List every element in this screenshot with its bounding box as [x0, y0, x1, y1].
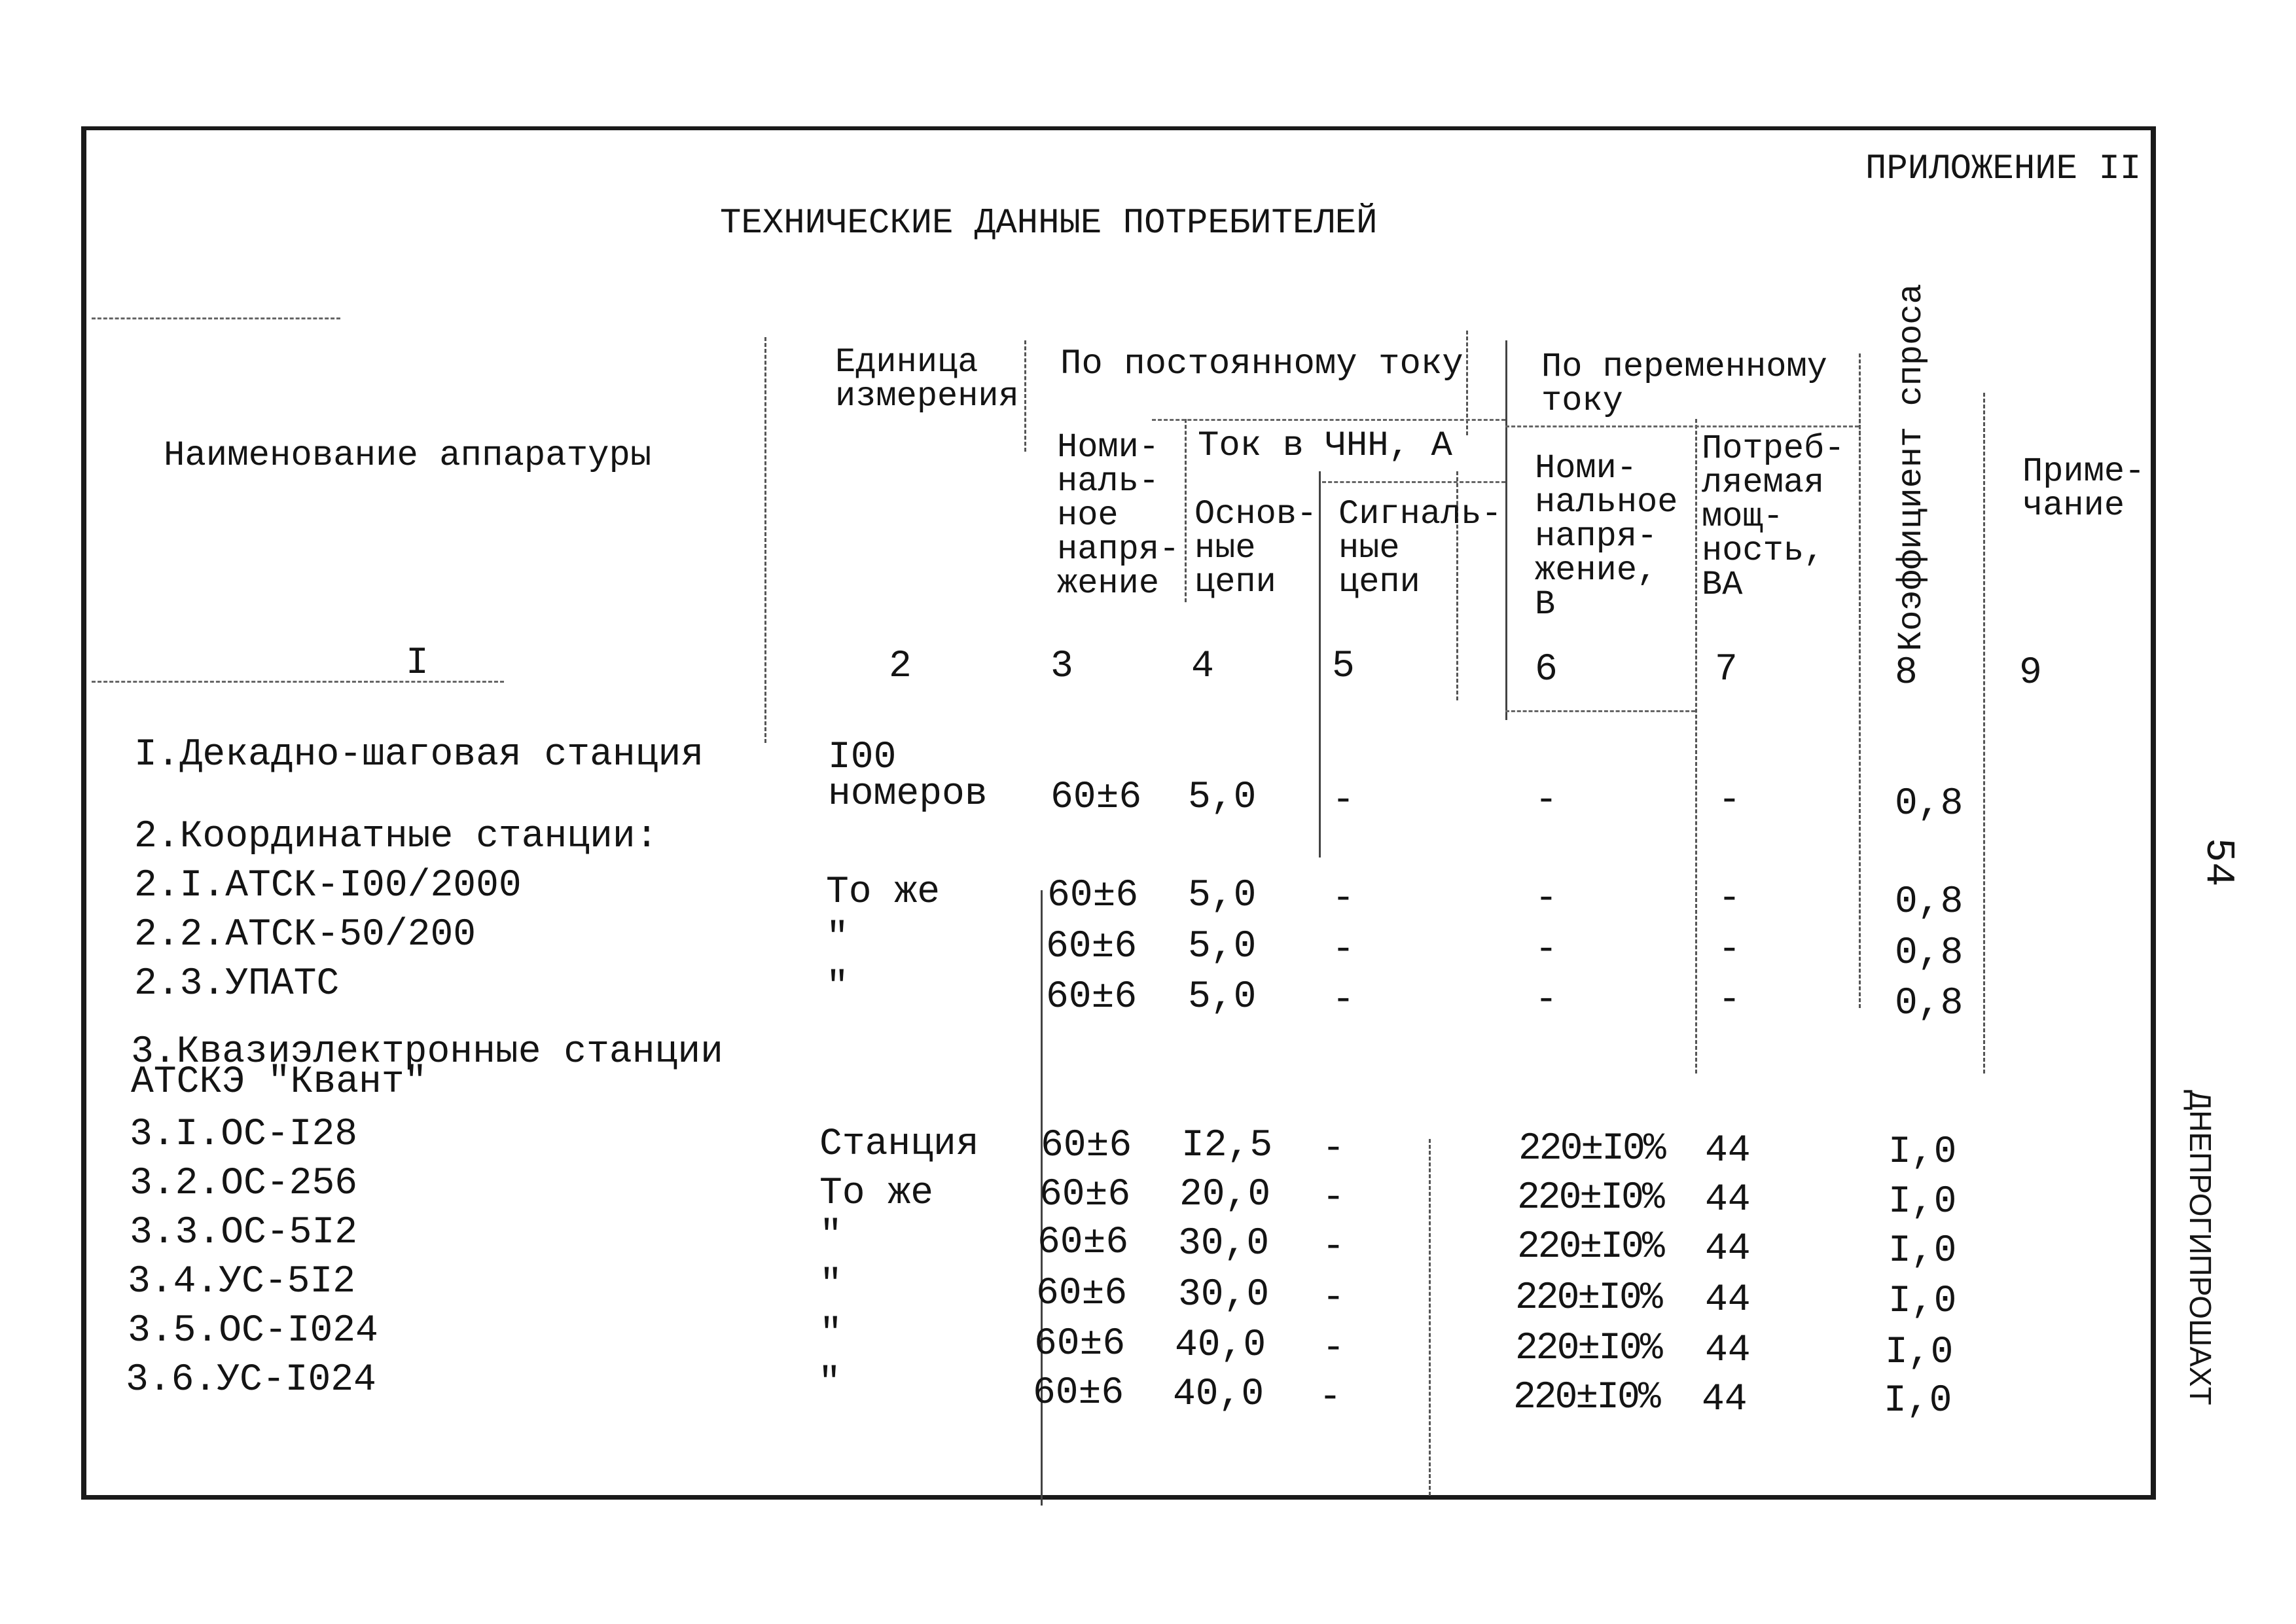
organization-label: ДНЕПРОГИПРОШАХТ — [2183, 1090, 2217, 1405]
row-7-unit: Станция — [819, 1123, 979, 1166]
row-5-name: 2.3.УПАТС — [134, 963, 340, 1005]
row-5-main-current: 5,0 — [1188, 976, 1257, 1019]
header-dc-nominal: Номи- наль- ное напря- жение — [1057, 428, 1180, 603]
column-number-6: 6 — [1535, 649, 1558, 691]
row-7-power: 44 — [1705, 1130, 1751, 1172]
column-number-8: 8 — [1895, 652, 1918, 695]
row-2-name: 2.Координатные станции: — [134, 816, 658, 858]
header-dc-group: По постоянному току — [1060, 344, 1463, 384]
row-4-main-current: 5,0 — [1188, 926, 1257, 968]
row-7-dc-voltage: 60±6 — [1041, 1125, 1132, 1167]
row-9-power: 44 — [1705, 1228, 1751, 1271]
row-9-main-current: 30,0 — [1178, 1223, 1270, 1265]
row-4-coef: 0,8 — [1895, 932, 1964, 975]
row-8-signal-current: - — [1322, 1177, 1345, 1219]
row-3-main-current: 5,0 — [1188, 875, 1257, 917]
row-12-signal-current: - — [1319, 1377, 1342, 1419]
row-8-coef: I,0 — [1888, 1181, 1957, 1223]
row-11-main-current: 40,0 — [1175, 1324, 1266, 1367]
column-number-7: 7 — [1715, 649, 1738, 691]
row-1-power: - — [1718, 780, 1741, 822]
row-11-name: 3.5.ОС-I024 — [128, 1310, 378, 1352]
divider-name-unit — [764, 337, 766, 743]
row-10-power: 44 — [1705, 1279, 1751, 1322]
divider-ac-left — [1505, 340, 1507, 720]
header-dc-main: Основ- ные цепи — [1194, 495, 1318, 602]
row-6-name: 3.Квазиэлектронные станции АТСКЭ "Квант" — [131, 1031, 723, 1104]
header-ac-power: Потреб- ляемая мощ- ность, ВА — [1702, 429, 1845, 604]
row-11-power: 44 — [1705, 1329, 1751, 1372]
row-12-power: 44 — [1702, 1379, 1748, 1421]
header-demand-coef: Коэффициент спроса — [1892, 283, 1931, 651]
row-1-main-current: 5,0 — [1188, 776, 1257, 819]
row-3-coef: 0,8 — [1895, 881, 1964, 924]
row-5-ac-voltage: - — [1535, 979, 1558, 1022]
current-subheader-rule — [1322, 481, 1505, 483]
row-4-power: - — [1718, 929, 1741, 971]
row-12-ac-voltage: 220±I0% — [1513, 1377, 1659, 1419]
row-4-signal-current: - — [1332, 929, 1355, 971]
row-7-main-current: I2,5 — [1181, 1125, 1273, 1167]
row-9-coef: I,0 — [1888, 1230, 1957, 1272]
row-4-dc-voltage: 60±6 — [1046, 926, 1138, 968]
row-10-dc-voltage: 60±6 — [1036, 1272, 1128, 1315]
row-1-name: I.Декадно-шаговая станция — [134, 734, 704, 776]
row-3-signal-current: - — [1332, 878, 1355, 920]
header-ac-group: По переменному току — [1541, 348, 1827, 420]
row-8-main-current: 20,0 — [1179, 1174, 1271, 1216]
row-7-coef: I,0 — [1888, 1131, 1957, 1174]
row-11-unit: " — [819, 1313, 842, 1356]
row-8-name: 3.2.ОС-256 — [130, 1163, 358, 1205]
divider-dc-nominal — [1185, 419, 1187, 602]
row-1-signal-current: - — [1332, 780, 1355, 822]
row-11-coef: I,0 — [1885, 1331, 1954, 1374]
row-3-dc-voltage: 60±6 — [1047, 875, 1139, 917]
row-12-coef: I,0 — [1884, 1380, 1952, 1422]
column-number-5: 5 — [1332, 645, 1355, 688]
row-10-unit: " — [819, 1264, 842, 1307]
row-12-unit: " — [818, 1362, 841, 1405]
row-9-ac-voltage: 220±I0% — [1517, 1226, 1663, 1269]
row-1-dc-voltage: 60±6 — [1050, 776, 1142, 819]
row-12-name: 3.6.УС-I024 — [126, 1359, 376, 1401]
row-8-unit: То же — [819, 1172, 934, 1215]
row-7-name: 3.I.ОС-I28 — [130, 1113, 358, 1156]
ac-number-rule — [1505, 710, 1695, 712]
row-11-signal-current: - — [1322, 1327, 1345, 1370]
row-8-dc-voltage: 60±6 — [1039, 1174, 1131, 1216]
column-number-1: I — [406, 642, 429, 685]
divider-main-signal — [1319, 471, 1321, 857]
row-12-main-current: 40,0 — [1173, 1373, 1265, 1416]
row-11-ac-voltage: 220±I0% — [1515, 1327, 1661, 1370]
header-dc-current-group: Ток в ЧНН, А — [1198, 426, 1452, 466]
row-4-name: 2.2.АТСК-50/200 — [134, 914, 476, 956]
row-12-dc-voltage: 60±6 — [1033, 1372, 1124, 1415]
row-9-name: 3.3.ОС-5I2 — [130, 1212, 358, 1254]
row-10-main-current: 30,0 — [1178, 1274, 1270, 1316]
column-number-9: 9 — [2019, 652, 2042, 695]
page-number: 54 — [2195, 838, 2242, 887]
divider-unit-dc — [1024, 340, 1026, 452]
header-unit: Единица измерения — [835, 343, 1019, 416]
header-ac-nominal: Номи- нальное напря- жение, В — [1535, 449, 1678, 624]
row-5-power: - — [1718, 979, 1741, 1022]
row-1-unit: I00 номеров — [828, 736, 988, 816]
row-4-ac-voltage: - — [1535, 929, 1558, 971]
divider-ac-power — [1695, 419, 1697, 1074]
row-3-unit: То же — [826, 871, 941, 914]
row-10-ac-voltage: 220±I0% — [1515, 1277, 1661, 1320]
appendix-label: ПРИЛОЖЕНИЕ II — [1865, 149, 2142, 189]
column-number-3: 3 — [1050, 645, 1073, 688]
column-number-2: 2 — [889, 645, 912, 688]
row-9-unit: " — [819, 1215, 842, 1257]
header-dc-signal: Сигналь- ные цепи — [1338, 495, 1502, 602]
row-5-dc-voltage: 60±6 — [1046, 976, 1138, 1019]
divider-power-coef — [1859, 419, 1861, 1008]
row-7-ac-voltage: 220±I0% — [1518, 1128, 1664, 1170]
ac-subheader-rule — [1505, 425, 1859, 427]
divider-coef-note — [1983, 393, 1985, 1074]
row-3-power: - — [1718, 878, 1741, 920]
row-5-coef: 0,8 — [1895, 983, 1964, 1025]
row-11-dc-voltage: 60±6 — [1034, 1323, 1126, 1365]
signal-column-bottom-line — [1429, 1139, 1431, 1496]
column-number-rule — [92, 681, 504, 683]
row-10-coef: I,0 — [1888, 1280, 1957, 1323]
header-top-rule — [92, 317, 340, 319]
row-1-coef: 0,8 — [1895, 783, 1964, 825]
header-name: Наименование аппаратуры — [164, 436, 652, 476]
row-7-signal-current: - — [1322, 1128, 1345, 1170]
row-9-signal-current: - — [1322, 1226, 1345, 1269]
row-5-signal-current: - — [1332, 979, 1355, 1022]
dc-subheader-rule — [1152, 419, 1505, 421]
row-4-unit: " — [826, 917, 849, 960]
row-3-name: 2.I.АТСК-I00/2000 — [134, 865, 522, 907]
row-1-ac-voltage: - — [1535, 780, 1558, 822]
row-9-dc-voltage: 60±6 — [1037, 1221, 1129, 1264]
row-10-signal-current: - — [1322, 1277, 1345, 1320]
row-10-name: 3.4.УС-5I2 — [128, 1261, 356, 1303]
row-8-ac-voltage: 220±I0% — [1517, 1177, 1663, 1219]
row-3-ac-voltage: - — [1535, 878, 1558, 920]
header-note: Приме- чание — [2022, 452, 2145, 525]
row-8-power: 44 — [1705, 1179, 1751, 1221]
document-title: ТЕХНИЧЕСКИЕ ДАННЫЕ ПОТРЕБИТЕЛЕЙ — [720, 204, 1378, 244]
row-5-unit: " — [826, 966, 849, 1009]
column-number-4: 4 — [1191, 645, 1214, 688]
